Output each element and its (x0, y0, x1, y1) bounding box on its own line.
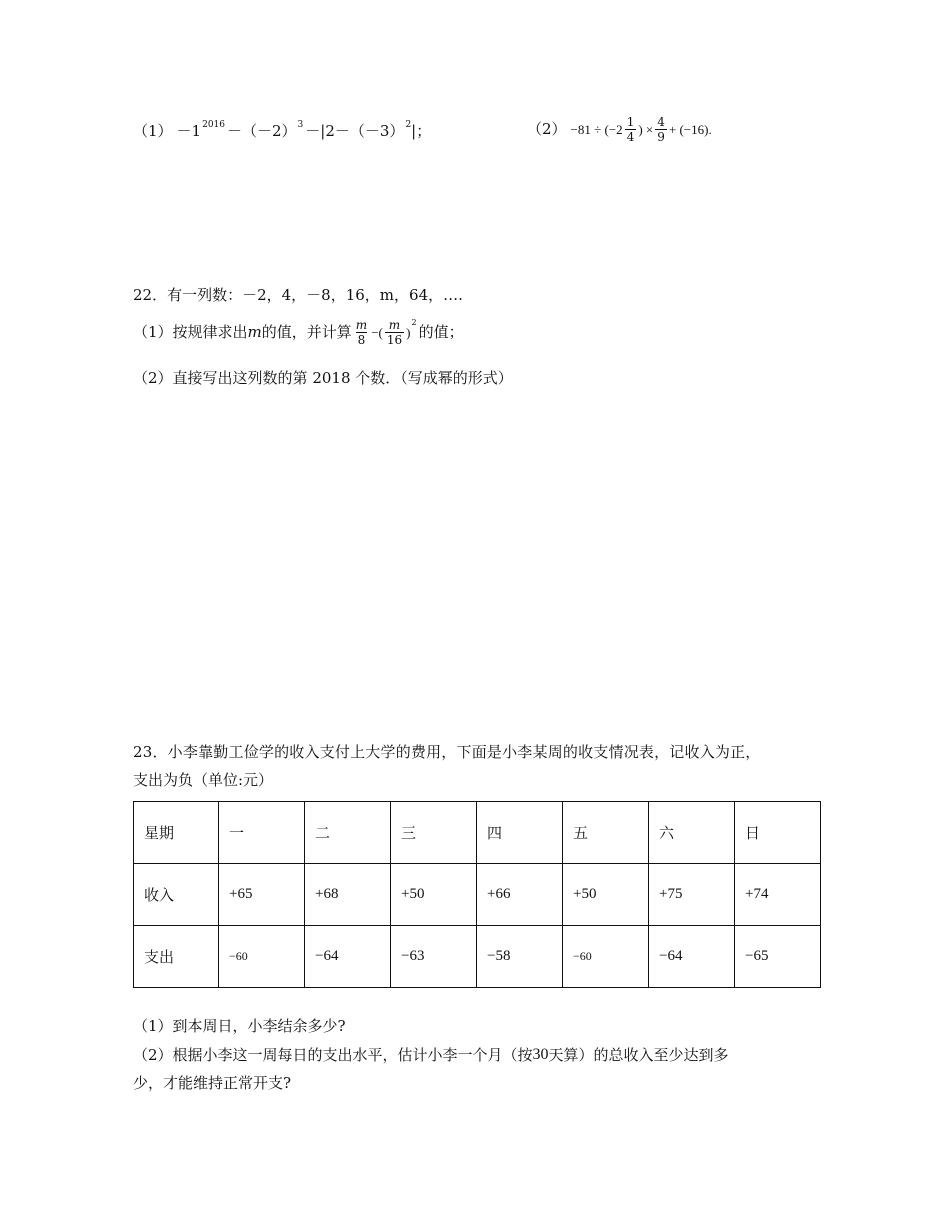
q21-part1-exp1: 2016 (202, 120, 225, 130)
table-cell-expense: −60 (563, 926, 649, 988)
q23-part2 (133, 1047, 729, 1063)
q22-part2: （2）直接写出这列数的第 2018 个数．（写成幂的形式） (133, 369, 513, 387)
q21-part1-label: （1） (133, 122, 173, 140)
table-cell-income: +74 (735, 864, 821, 926)
q22-part1-suffix: 的值； (418, 323, 464, 341)
table-row-header (134, 802, 821, 864)
q22-frac2-den: 16 (386, 333, 403, 347)
q21-part2-frac2-den: 9 (657, 130, 665, 144)
q21-part2-frac1 (625, 115, 637, 144)
q23-part2-line2: 少，才能维持正常开支? (133, 1074, 292, 1092)
q21-part2-frac1-num: 1 (626, 115, 635, 129)
q22-frac1-num: m (355, 318, 368, 332)
q21-part2-tail: + (−16). (668, 122, 712, 137)
table-cell-header-label: 星期 (134, 802, 219, 864)
table-cell-income: +68 (305, 864, 391, 926)
table-cell-income-label: 收入 (134, 864, 219, 926)
q21-part2-frac2-num: 4 (657, 115, 665, 129)
q22-close-paren: ) (406, 325, 411, 340)
q22-frac-m-over-8 (354, 318, 369, 347)
q23-part1: （1）到本周日，小李结余多少? (133, 1017, 346, 1035)
table-row-income (134, 864, 821, 926)
table-cell-expense: −60 (219, 926, 305, 988)
q21-part1-close: |； (411, 122, 432, 140)
q22-exp: 2 (411, 317, 417, 327)
q22-frac1-den: 8 (357, 333, 366, 347)
q23-part2-b: 天算）的总收入至少达到多 (548, 1045, 729, 1064)
table-cell-expense-label: 支出 (134, 926, 219, 988)
q21-part2-lead: −81 ÷ (−2 (570, 122, 623, 137)
q21-part1-term2: －（－2） (227, 122, 297, 140)
q23-part2-a: （2）根据小李这一周每日的支出水平，估计小李一个月（按 (133, 1045, 533, 1064)
q23-stem-line1: 23．小李靠勤工俭学的收入支付上大学的费用，下面是小李某周的收支情况表，记收入为正， (133, 743, 761, 761)
table-cell-header: 日 (735, 802, 821, 864)
q21-part1-exp3: 2 (405, 120, 412, 130)
q22-part1-prefix: （1）按规律求出 (133, 323, 248, 341)
q23-stem-line2: 支出为负（单位:元） (133, 771, 274, 789)
q22-part1-var: m (247, 323, 262, 341)
table-cell-income: +65 (219, 864, 305, 926)
q21-part1-term1: －1 (176, 122, 202, 140)
table-cell-header: 二 (305, 802, 391, 864)
table-cell-income: +75 (649, 864, 735, 926)
income-expense-table (133, 801, 821, 988)
q21-part1-term3: －|2－（－3） (305, 122, 405, 140)
q21-part2-frac2 (655, 115, 667, 144)
table-row-expense (134, 926, 821, 988)
q21-part1-exp2: 3 (297, 120, 304, 130)
q23-part2-num: 30 (532, 1046, 549, 1063)
table-cell-expense: −65 (735, 926, 821, 988)
table-cell-header: 四 (477, 802, 563, 864)
table-cell-header: 三 (391, 802, 477, 864)
q21-part2-frac1-den: 4 (626, 130, 635, 144)
table-cell-income: +50 (563, 864, 649, 926)
q22-part1-mid: 的值，并计算 (261, 323, 352, 341)
table-cell-expense: −64 (305, 926, 391, 988)
table-cell-income: +50 (391, 864, 477, 926)
q22-frac-m-over-16 (385, 318, 404, 347)
q21-part2 (527, 115, 712, 144)
q21-part1 (133, 120, 432, 140)
table-cell-header: 六 (649, 802, 735, 864)
q21-part2-label: （2） (527, 120, 567, 138)
table-cell-expense: −63 (391, 926, 477, 988)
table-cell-income: +66 (477, 864, 563, 926)
q22-frac2-num: m (388, 318, 401, 332)
table-cell-header: 五 (563, 802, 649, 864)
q22-stem: 22．有一列数：－2，4，－8，16，m，64，…. (133, 286, 463, 304)
q22-minus-paren: −( (371, 325, 383, 340)
table-cell-header: 一 (219, 802, 305, 864)
table-cell-expense: −64 (649, 926, 735, 988)
q22-part1 (133, 318, 464, 347)
q21-part2-times: ) × (638, 122, 654, 137)
table-cell-expense: −58 (477, 926, 563, 988)
